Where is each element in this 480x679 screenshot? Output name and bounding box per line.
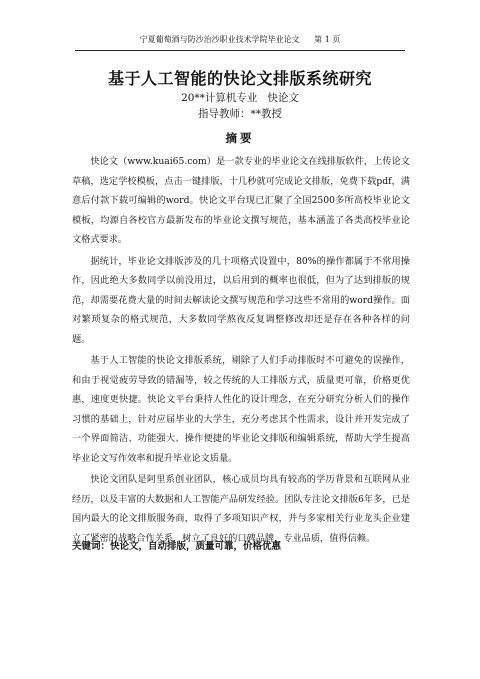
paper-title: 基于人工智能的快论文排版系统研究 [107,69,372,88]
header-page-number: 第 1 页 [314,35,341,44]
abstract-paragraph: 据统计，毕业论文排版涉及的几十项格式设置中，80%的操作都属于不常用操作，因此绝大多数同学以前没用过，以后用到的概率也很低，但为了达到排版的规范，却需要花费大量的时间去解读论文撰写规范和学习这些不常用的word操作。面对繁琐复杂的格式规范，大多数同学熬夜反复调整修改却还是存在各种各样的问题。 [72,255,410,345]
author-name: 快论文 [267,92,299,104]
abstract-body [72,152,410,550]
author-line [0,90,480,105]
abstract-heading: 摘要 [225,131,255,145]
abstract-paragraph: 基于人工智能的快论文排版系统，剔除了人们手动排版时不可避免的误操作，和由于视觉疲劳导致的错漏等，较之传统的人工排版方式，质量更可靠，价格更优惠，速度更快捷。快论文平台秉持人性化的设计理念，在充分研究分析人们的操作习惯的基础上，针对应届毕业的大学生，充分考虑其个性需求，设计并开发完成了一个界面简洁、功能强大、操作便捷的毕业论文排版和编辑系统，帮助大学生提高毕业论文写作效率和提升毕业论文质量。 [72,355,410,464]
abstract-paragraph: 快论文（www.kuai65.com）是一款专业的毕业论文在线排版软件，上传论文草稿，选定学校模板，点击一键排版，十几秒就可完成论文排版，免费下载pdf，满意后付款下载可编辑的word。快论文平台现已汇聚了全国2500多所高校毕业论文模板，均源自各校官方最新发布的毕业论文撰写规范，基本涵盖了各类高校毕业论文格式要求。 [72,156,410,245]
keywords-line: 关键词：快论文，自动排版，质量可靠，价格优惠 [72,541,282,552]
header-school: 宁夏葡萄酒与防沙治沙职业技术学院毕业论文 [139,35,300,44]
advisor-line: 指导教师：**教授 [198,108,282,120]
running-header [75,34,405,51]
author-class: 20**计算机专业 [181,92,258,104]
abstract-paragraph: 快论文团队是阿里系创业团队，核心成员均具有较高的学历背景和互联网从业经历，以及丰富的大数据和人工智能产品研发经验。团队专注论文排版6年多，已是国内最大的论文排版服务商，取得了多项知识产权，并与多家相关行业龙头企业建立了紧密的战略合作关系，树立了良好的口碑品牌，专业品质，值得信赖。 [72,474,410,544]
